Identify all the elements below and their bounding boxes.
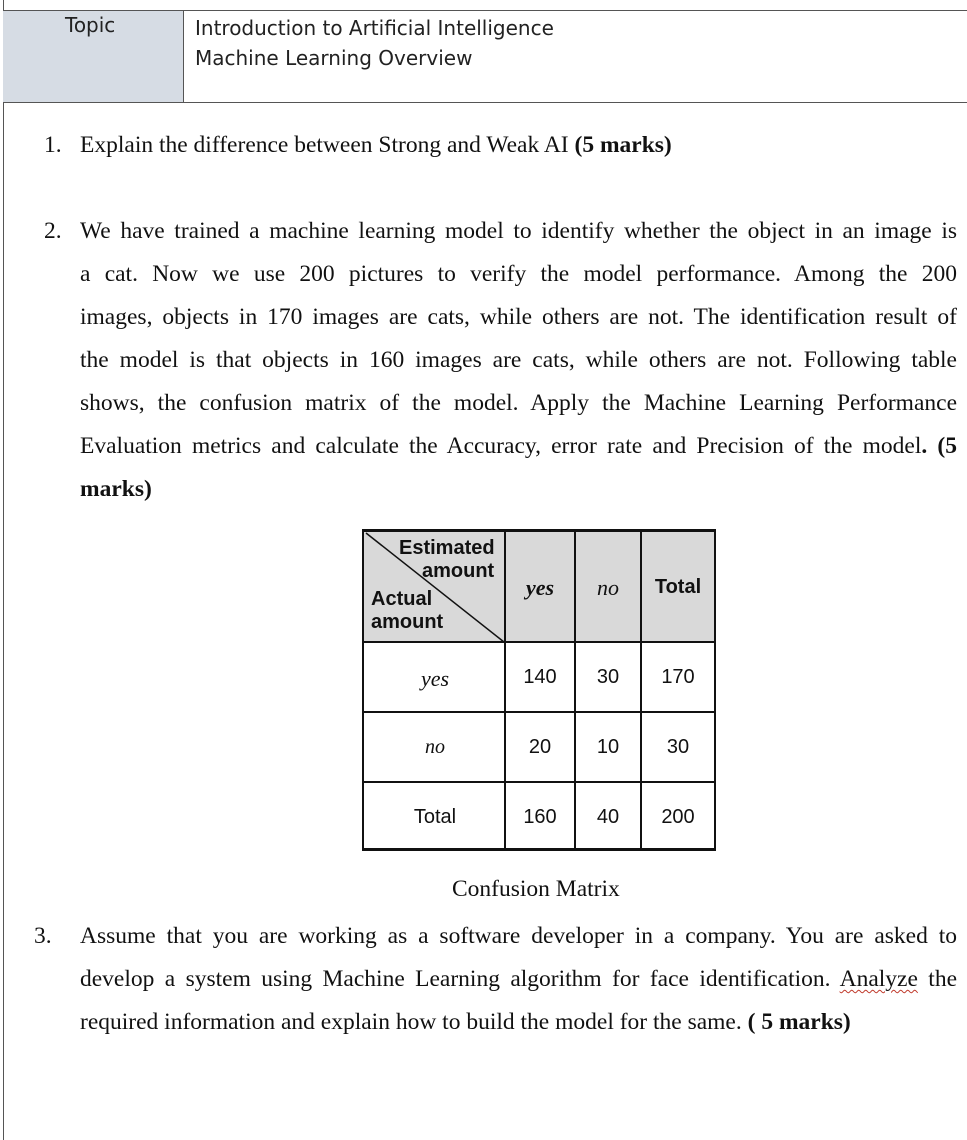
question-text: We have trained a machine learning model to identify whether the object in an image is a cat. Now we use 200 pictures to verify the model performance. Among the 200 images, objects in 170 images are cats, while others are not. The identification result of the model is that objects in 160 images are cats, while others are not. Following table shows, the confusion matrix of the model. Apply the Machine Learning Performance Evaluation metrics and calculate the Accuracy, error rate and Precision of the model. (5 marks)	[80, 218, 958, 502]
grid-line	[640, 532, 642, 849]
course-title: Introduction to Artificial Intelligence	[195, 16, 554, 40]
question-number: 2.	[44, 218, 62, 244]
question-text: Assume that you are working as a software developer in a company. You are asked to develop a system using Machine Learning algorithm for face identification. Analyze the required information and explain how to build the model for the same. ( 5 marks)	[80, 923, 958, 1035]
question-marks: ( 5 marks)	[747, 1009, 851, 1035]
grid-line	[504, 532, 506, 849]
question-marks-cont: marks)	[80, 476, 152, 502]
corner-label-actual: Actual	[371, 588, 433, 610]
col-header: yes	[525, 575, 555, 600]
matrix-caption: Confusion Matrix	[452, 876, 620, 902]
row-label: yes	[420, 666, 450, 691]
col-header: no	[597, 575, 619, 600]
matrix-cell: 40	[596, 806, 620, 828]
topic-cell	[3, 11, 184, 102]
corner-label-estimated-2: amount	[422, 560, 495, 582]
topic-label: Topic	[65, 13, 116, 37]
matrix-cell: 10	[596, 736, 620, 758]
row-label: no	[425, 736, 445, 758]
header-table	[3, 10, 967, 103]
question-marks: . (5	[921, 433, 958, 459]
corner-label-actual-2: amount	[371, 611, 444, 633]
question-number: 3.	[34, 923, 52, 949]
matrix-cell: 30	[666, 736, 690, 758]
confusion-matrix-table	[362, 529, 716, 851]
question-text: Explain the difference between Strong and Weak AI (5 marks)	[80, 132, 672, 158]
question-marks: (5 marks)	[574, 132, 672, 158]
grid-line	[364, 641, 714, 643]
course-subtitle: Machine Learning Overview	[195, 46, 473, 70]
spellcheck-word: Analyze	[839, 966, 918, 992]
question-3	[0, 915, 967, 1055]
row-label: Total	[413, 806, 457, 828]
title-cell	[195, 13, 554, 73]
matrix-cell: 140	[523, 666, 557, 688]
matrix-cell: 30	[596, 666, 620, 688]
matrix-cell: 160	[523, 806, 557, 828]
matrix-cell: 200	[661, 806, 695, 828]
grid-line	[364, 781, 714, 783]
question-number: 1.	[44, 132, 62, 158]
question-2	[0, 210, 967, 510]
grid-line	[364, 711, 714, 713]
grid-line	[574, 532, 576, 849]
col-header: Total	[654, 576, 702, 598]
matrix-cell: 170	[661, 666, 695, 688]
matrix-cell: 20	[528, 736, 552, 758]
corner-label-estimated: Estimated	[399, 537, 495, 559]
